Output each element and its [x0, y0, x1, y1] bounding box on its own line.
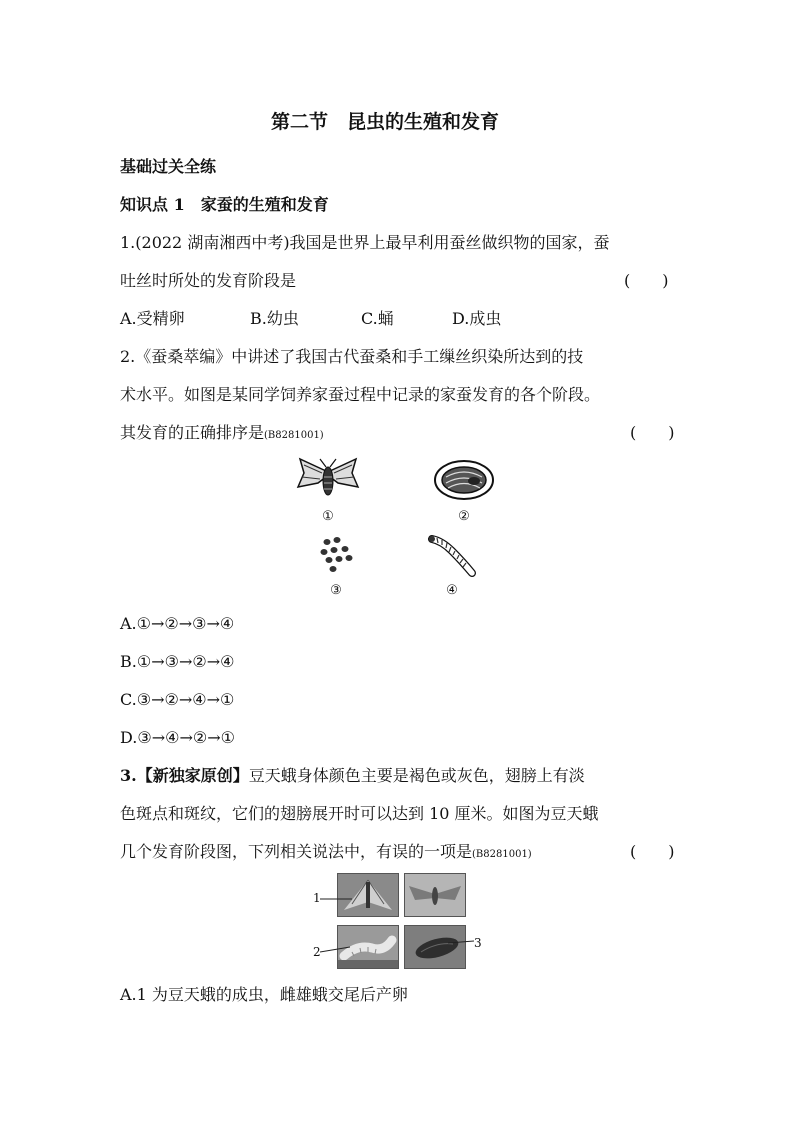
silkworm-larva-image — [428, 533, 478, 579]
silkworm-moth-image — [296, 453, 360, 501]
q2-question-code: (B8281001) — [264, 430, 324, 441]
q2-line-3 — [120, 423, 324, 446]
q1-option-d: D.成虫 — [452, 309, 502, 328]
silkworm-cocoon-image — [432, 457, 496, 503]
hawkmoth-adult-photo-2 — [404, 873, 466, 917]
photo-label-3: 3 — [474, 936, 482, 950]
photo-label-2: 2 — [313, 945, 321, 959]
figure-label-4: ④ — [446, 583, 458, 598]
q2-option-c: C.③→②→④→① — [120, 690, 235, 709]
figure-label-3: ③ — [330, 583, 342, 598]
q2-line-1: 2.《蚕桑萃编》中讲述了我国古代蚕桑和手工缫丝织染所达到的技 — [120, 347, 584, 366]
figure-label-2: ② — [458, 509, 470, 524]
photo-pointer-2 — [320, 946, 350, 954]
q3-question-code: (B8281001) — [472, 849, 532, 860]
section-heading: 基础过关全练 — [120, 157, 217, 176]
q1-line-1: 1.(2022 湖南湘西中考)我国是世界上最早利用蚕丝做织物的国家，蚕 — [120, 233, 610, 252]
photo-pointer-1 — [320, 897, 352, 901]
silkworm-eggs-image — [317, 535, 355, 575]
q2-line-2: 术水平。如图是某同学饲养家蚕过程中记录的家蚕发育的各个阶段。 — [120, 385, 601, 404]
q3-line-1 — [120, 766, 585, 786]
q2-option-b: B.①→③→②→④ — [120, 652, 235, 671]
q3-line-2: 色斑点和斑纹，它们的翅膀展开时可以达到 10 厘米。如图为豆天蛾 — [120, 804, 599, 823]
q2-option-a: A.①→②→③→④ — [120, 614, 235, 633]
page-title: 第二节 昆虫的生殖和发育 — [271, 111, 500, 133]
q3-line-1-text: 豆天蛾身体颜色主要是褐色或灰色，翅膀上有淡 — [248, 766, 585, 785]
knowledge-point-heading: 知识点 1 家蚕的生殖和发育 — [120, 195, 329, 214]
q1-option-a: A.受精卵 — [120, 309, 185, 328]
hawkmoth-adult-photo-1 — [337, 873, 399, 917]
q2-line-3-text: 其发育的正确排序是 — [120, 423, 265, 442]
q2-answer-blank: ( ) — [630, 423, 675, 442]
figure-label-1: ① — [322, 509, 334, 524]
q3-option-a: A.1 为豆天蛾的成虫，雌雄蛾交尾后产卵 — [120, 985, 408, 1004]
q1-option-b: B.幼虫 — [250, 309, 299, 328]
q3-line-3 — [120, 842, 532, 865]
q3-line-3-text: 几个发育阶段图，下列相关说法中，有误的一项是 — [120, 842, 473, 861]
q3-answer-blank: ( ) — [630, 842, 675, 861]
photo-pointer-3 — [448, 939, 474, 945]
q3-tag: 3.【新独家原创】 — [120, 766, 249, 785]
q1-answer-blank: ( ) — [624, 271, 669, 290]
q1-option-c: C.蛹 — [361, 309, 394, 328]
hawkmoth-pupa-photo — [404, 925, 466, 969]
q1-line-2: 吐丝时所处的发育阶段是 — [120, 271, 297, 290]
q2-option-d: D.③→④→②→① — [120, 728, 235, 747]
photo-label-1: 1 — [313, 891, 321, 905]
